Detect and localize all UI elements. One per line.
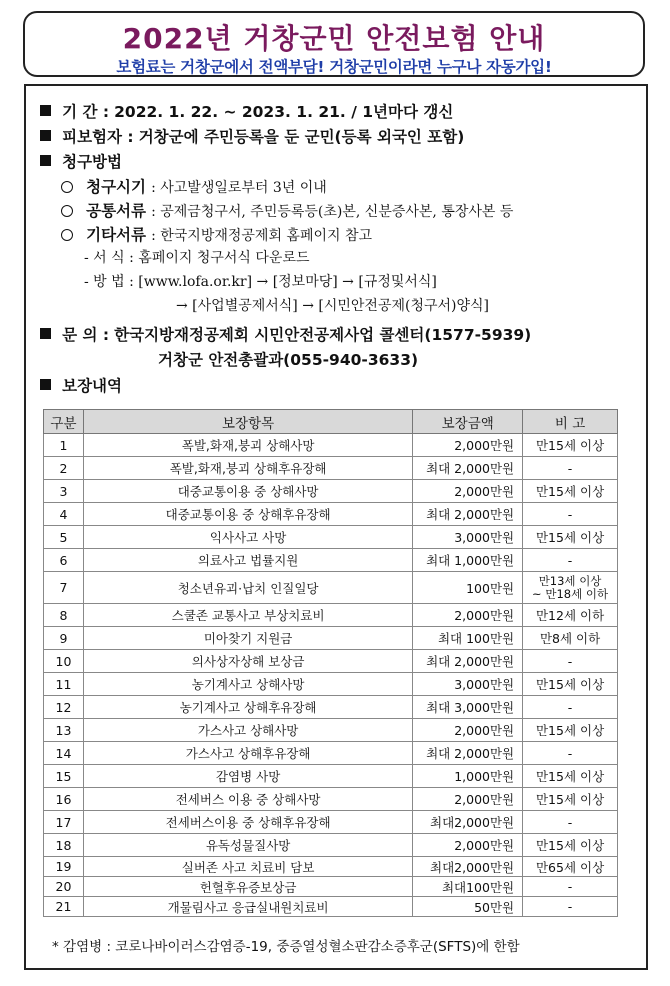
cell-no: 20 (44, 877, 84, 897)
cell-no: 10 (44, 650, 84, 673)
cell-item: 미아찾기 지원금 (83, 627, 412, 650)
coverage-table (43, 409, 618, 917)
cell-note: - (523, 696, 618, 719)
cell-no: 7 (44, 572, 84, 604)
table-row (44, 877, 618, 897)
cell-amount: 100만원 (413, 572, 523, 604)
period-line (40, 100, 453, 122)
cell-amount: 2,000만원 (413, 719, 523, 742)
table-row (44, 457, 618, 480)
cell-note: - (523, 742, 618, 765)
table-row (44, 719, 618, 742)
table-row (44, 742, 618, 765)
table-row (44, 811, 618, 834)
cell-item: 농기계사고 상해사망 (83, 673, 412, 696)
cell-note: 만15세 이상 (523, 434, 618, 457)
cell-no: 18 (44, 834, 84, 857)
cell-item: 전세버스이용 중 상해후유장해 (83, 811, 412, 834)
square-bullet-icon (40, 105, 51, 116)
cell-no: 12 (44, 696, 84, 719)
cell-no: 16 (44, 788, 84, 811)
header-box (23, 11, 645, 77)
cell-amount: 최대2,000만원 (413, 811, 523, 834)
cell-item: 폭발,화재,붕괴 상해후유장해 (83, 457, 412, 480)
cell-note: - (523, 503, 618, 526)
claim-sub-value: : [www.lofa.or.kr] → [정보마당] → [규정및서식] (129, 274, 437, 290)
claim-item-value: : 사고발생일로부터 3년 이내 (151, 180, 327, 196)
claim-sub-label: - 서 식 (84, 250, 125, 266)
table-row (44, 503, 618, 526)
table-row (44, 549, 618, 572)
claim-method-continued: → [사업별공제서식] → [시민안전공제(청구서)양식] (176, 298, 490, 314)
cell-note: 만15세 이상 (523, 765, 618, 788)
cell-no: 5 (44, 526, 84, 549)
table-header-row (44, 410, 618, 434)
cell-no: 19 (44, 857, 84, 877)
cell-no: 15 (44, 765, 84, 788)
note-line: 만13세 이상 (538, 573, 602, 588)
cell-item: 농기계사고 상해후유장해 (83, 696, 412, 719)
column-header: 비 고 (523, 410, 618, 434)
cell-amount: 최대 2,000만원 (413, 457, 523, 480)
cell-note: - (523, 877, 618, 897)
contact-line1: 한국지방재정공제회 시민안전공제사업 콜센터(1577-5939) (114, 326, 532, 344)
cell-note: - (523, 457, 618, 480)
cell-item: 스쿨존 교통사고 부상치료비 (83, 604, 412, 627)
cell-no: 6 (44, 549, 84, 572)
cell-item: 청소년유괴·납치 인질일당 (83, 572, 412, 604)
claim-sub-label: - 방 법 (84, 274, 125, 290)
cell-no: 1 (44, 434, 84, 457)
coverage-heading: 보장내역 (62, 377, 122, 395)
contact-line (40, 323, 531, 345)
column-header: 구분 (44, 410, 84, 434)
cell-item: 헌혈후유증보상금 (83, 877, 412, 897)
claim-item-label: 청구시기 (86, 178, 146, 196)
cell-amount: 2,000만원 (413, 434, 523, 457)
claim-item (61, 175, 327, 197)
cell-item: 실버존 사고 치료비 담보 (83, 857, 412, 877)
cell-amount: 50만원 (413, 897, 523, 917)
claim-sub-value: : 홈페이지 청구서식 다운로드 (129, 250, 310, 266)
table-row (44, 480, 618, 503)
table-row (44, 857, 618, 877)
contact-label: 문 의 : (62, 326, 110, 344)
cell-item: 폭발,화재,붕괴 상해사망 (83, 434, 412, 457)
cell-no: 8 (44, 604, 84, 627)
note-line: ~ 만18세 이하 (532, 586, 609, 601)
table-row (44, 604, 618, 627)
table-row (44, 834, 618, 857)
cell-note: - (523, 650, 618, 673)
page-title: 2022년 거창군민 안전보험 안내 (122, 22, 546, 55)
circle-bullet-icon (61, 205, 73, 217)
cell-no: 14 (44, 742, 84, 765)
cell-item: 의사상자상해 보상금 (83, 650, 412, 673)
claim-item-value: : 공제금청구서, 주민등록등(초)본, 신분증사본, 통장사본 등 (151, 204, 514, 220)
period-label: 기 간 : (62, 103, 110, 121)
cell-note: - (523, 549, 618, 572)
cell-amount: 1,000만원 (413, 765, 523, 788)
table-row (44, 572, 618, 604)
cell-note: 만8세 이하 (523, 627, 618, 650)
table-row (44, 788, 618, 811)
cell-note: 만15세 이상 (523, 480, 618, 503)
claim-heading: 청구방법 (62, 153, 122, 171)
cell-amount: 최대2,000만원 (413, 857, 523, 877)
cell-note (523, 572, 618, 604)
cell-amount: 2,000만원 (413, 480, 523, 503)
table-row (44, 673, 618, 696)
cell-amount: 최대100만원 (413, 877, 523, 897)
cell-no: 17 (44, 811, 84, 834)
cell-amount: 최대 100만원 (413, 627, 523, 650)
cell-no: 3 (44, 480, 84, 503)
claim-item (61, 223, 372, 245)
claim-heading-line (40, 150, 122, 172)
cell-item: 유독성물질사망 (83, 834, 412, 857)
table-row (44, 765, 618, 788)
cell-amount: 2,000만원 (413, 788, 523, 811)
cell-note: 만65세 이상 (523, 857, 618, 877)
claim-sub-item (84, 271, 437, 291)
column-header: 보장항목 (83, 410, 412, 434)
table-row (44, 650, 618, 673)
table-row (44, 434, 618, 457)
insured-line (40, 125, 464, 147)
cell-note: 만15세 이상 (523, 788, 618, 811)
cell-note: 만15세 이상 (523, 719, 618, 742)
period-value: 2022. 1. 22. ~ 2023. 1. 21. / 1년마다 갱신 (114, 103, 454, 121)
cell-amount: 최대 3,000만원 (413, 696, 523, 719)
cell-item: 전세버스 이용 중 상해사망 (83, 788, 412, 811)
page-subtitle: 보험료는 거창군에서 전액부담! 거창군민이라면 누구나 자동가입! (116, 58, 552, 76)
footnote: * 감염병 : 코로나바이러스감염증-19, 중증열성혈소판감소증후군(SFTS)에 한함 (52, 939, 520, 955)
insured-value: 거창군에 주민등록을 둔 군민(등록 외국인 포함) (138, 128, 465, 146)
contact-line2: 거창군 안전총괄과(055-940-3633) (158, 351, 419, 369)
table-row (44, 526, 618, 549)
square-bullet-icon (40, 379, 51, 390)
table-row (44, 897, 618, 917)
cell-no: 13 (44, 719, 84, 742)
cell-note: 만15세 이상 (523, 834, 618, 857)
cell-no: 21 (44, 897, 84, 917)
coverage-heading-line (40, 374, 122, 396)
cell-no: 2 (44, 457, 84, 480)
cell-no: 4 (44, 503, 84, 526)
cell-amount: 최대 2,000만원 (413, 503, 523, 526)
cell-no: 11 (44, 673, 84, 696)
table-row (44, 696, 618, 719)
cell-item: 감염병 사망 (83, 765, 412, 788)
cell-amount: 2,000만원 (413, 834, 523, 857)
cell-amount: 최대 1,000만원 (413, 549, 523, 572)
circle-bullet-icon (61, 181, 73, 193)
cell-amount: 3,000만원 (413, 526, 523, 549)
claim-sub-item (84, 247, 310, 267)
claim-item-label: 기타서류 (86, 226, 146, 244)
square-bullet-icon (40, 328, 51, 339)
cell-item: 의료사고 법률지원 (83, 549, 412, 572)
claim-item-value: : 한국지방재정공제회 홈페이지 참고 (151, 228, 373, 244)
cell-note: 만15세 이상 (523, 673, 618, 696)
cell-item: 대중교통이용 중 상해사망 (83, 480, 412, 503)
cell-note: 만12세 이하 (523, 604, 618, 627)
cell-amount: 2,000만원 (413, 604, 523, 627)
column-header: 보장금액 (413, 410, 523, 434)
cell-item: 익사사고 사망 (83, 526, 412, 549)
circle-bullet-icon (61, 229, 73, 241)
cell-item: 대중교통이용 중 상해후유장해 (83, 503, 412, 526)
claim-item-label: 공통서류 (86, 202, 146, 220)
cell-item: 가스사고 상해후유장해 (83, 742, 412, 765)
table-row (44, 627, 618, 650)
claim-item (61, 199, 513, 221)
cell-amount: 최대 2,000만원 (413, 650, 523, 673)
square-bullet-icon (40, 155, 51, 166)
cell-amount: 최대 2,000만원 (413, 742, 523, 765)
square-bullet-icon (40, 130, 51, 141)
cell-no: 9 (44, 627, 84, 650)
coverage-table-body (44, 434, 618, 917)
cell-note: - (523, 897, 618, 917)
cell-note: 만15세 이상 (523, 526, 618, 549)
cell-item: 가스사고 상해사망 (83, 719, 412, 742)
cell-amount: 3,000만원 (413, 673, 523, 696)
insured-label: 피보험자 : (62, 128, 134, 146)
cell-item: 개물림사고 응급실내원치료비 (83, 897, 412, 917)
cell-note: - (523, 811, 618, 834)
